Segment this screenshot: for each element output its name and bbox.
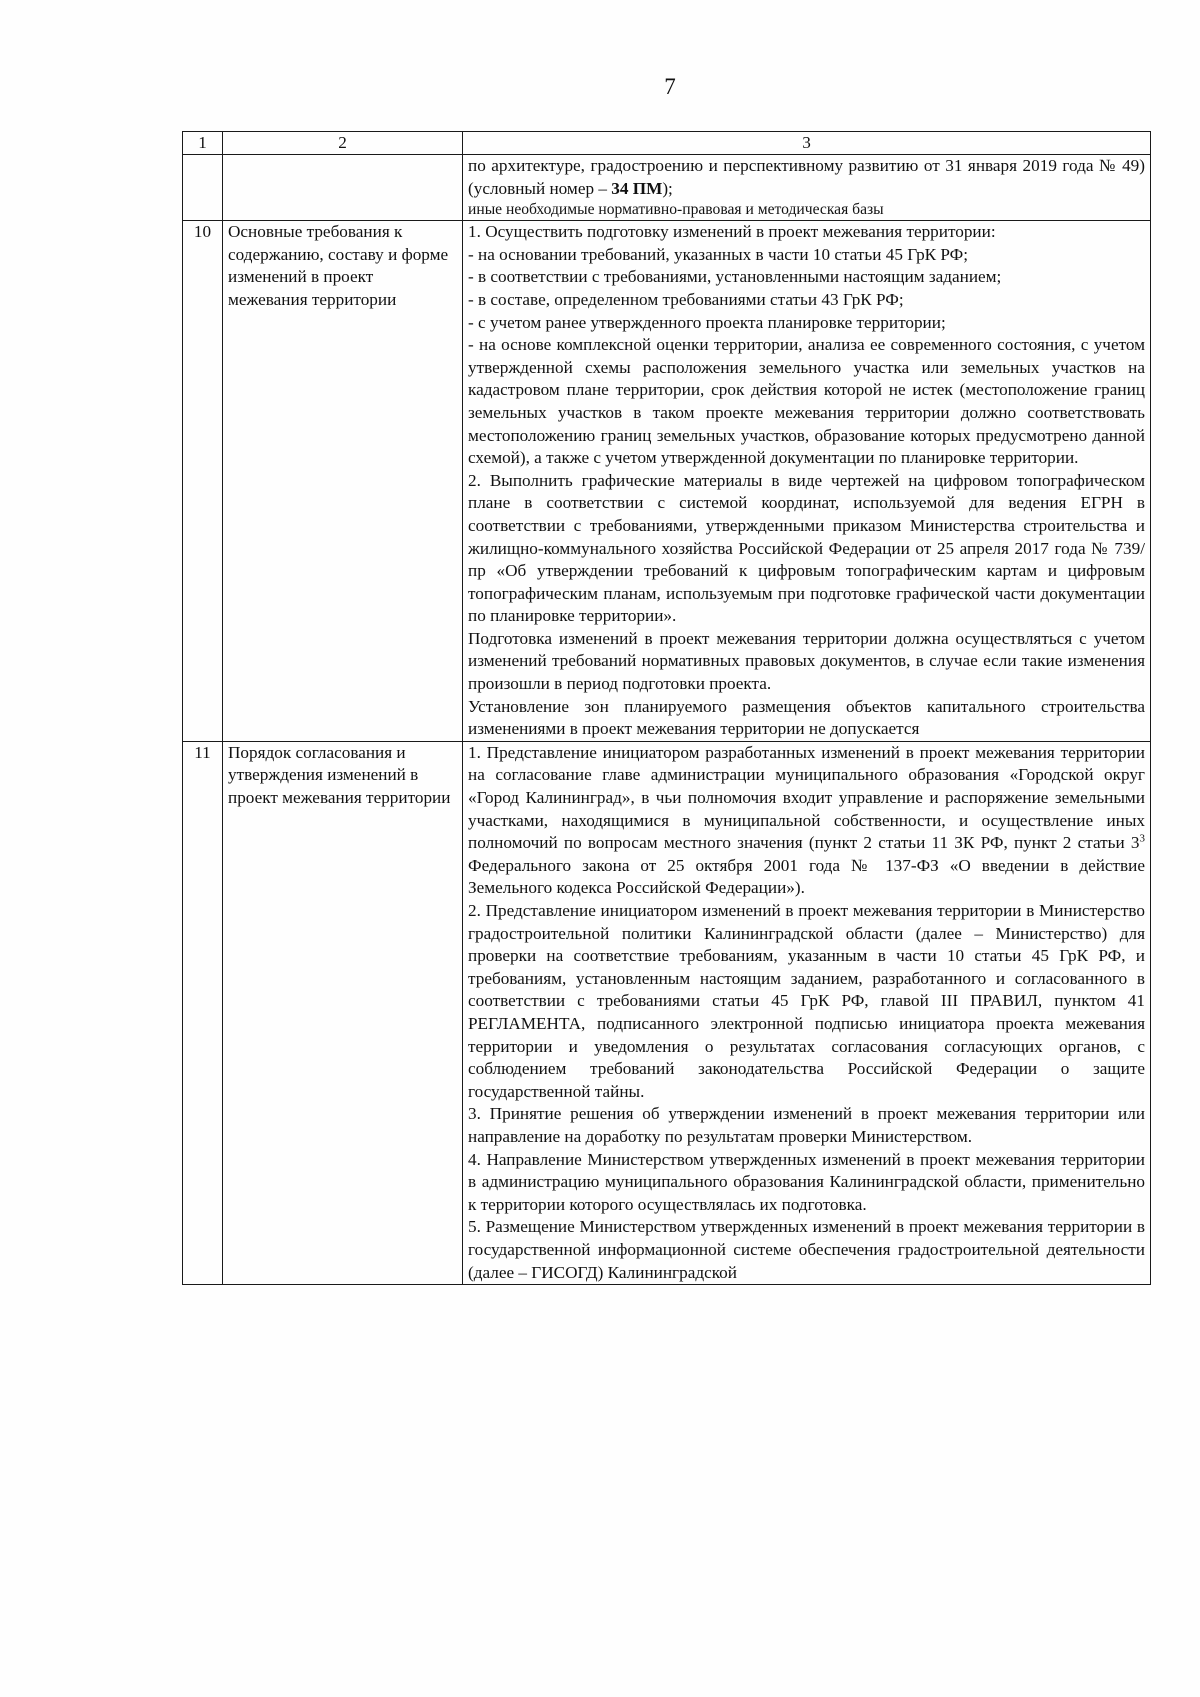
row-content	[463, 741, 1151, 1284]
paragraph: Установление зон планируемого размещения объектов капитального строительства изменениями в проект межевания территории не допускается	[468, 696, 1145, 739]
row-number: 10	[183, 221, 223, 742]
paragraph: 1. Осуществить подготовку изменений в проект межевания территории:	[468, 222, 996, 242]
row-number: 11	[183, 741, 223, 1284]
paragraph: 3. Принятие решения об утверждении изменений в проект межевания территории или направление на доработку по результатам проверки Министерством.	[468, 1104, 1145, 1146]
header-col-3: 3	[463, 132, 1151, 155]
paragraph: - на основании требований, указанных в части 10 статьи 45 ГрК РФ;	[468, 244, 969, 264]
header-col-1: 1	[183, 132, 223, 155]
conditional-number: 34 ПМ	[611, 178, 663, 198]
paragraph: 1. Представление инициатором разработанных изменений в проект межевания территории на согласование главе администрации муниципального образования «Городской округ «Город Калининград», в чьи полномочия входит управление и распоряжение земельными участками, находящимися в муниципальной собственности, и осуществление иных полномочий по вопросам местного значения (пункт 2 статьи 11 ЗК РФ, пункт 2 статьи $3^3$ Федерального закона от 25 октября 2001 года № 137-ФЗ «О введении в действие Земельного кодекса Российской Федерации»).	[468, 742, 1145, 898]
requirements-table	[182, 131, 1151, 1285]
continuation-cell: по архитектуре, градостроению и перспективному развитию от 31 января 2019 года № 49) (условный номер – 34 ПМ); иные необходимые нормативно-правовая и методическая базы	[463, 155, 1151, 221]
paragraph: 5. Размещение Министерством утвержденных изменений в проект межевания территории в государственной информационной системе обеспечения градостроительной деятельности (далее – ГИСОГД) Калининградской	[468, 1217, 1145, 1282]
row-content	[463, 221, 1151, 742]
row-title: Порядок согласования и утверждения изменений в проект межевания территории	[223, 741, 463, 1284]
paragraph: - в соответствии с требованиями, установленными настоящим заданием;	[468, 267, 1002, 287]
row-title: Основные требования к содержанию, составу и форме изменений в проект межевания территории	[223, 221, 463, 742]
paragraph: 4. Направление Министерством утвержденных изменений в проект межевания территории в администрацию муниципального образования Калининградской области, применительно к территории которого осуществлялась их подготовка.	[468, 1149, 1145, 1214]
table-row-11	[183, 741, 1151, 1284]
paragraph: 2. Представление инициатором изменений в проект межевания территории в Министерство градостроительной политики Калининградской области (далее – Министерство) для проверки на соответствие требованиям, указанным в части 10 статьи 45 ГрК РФ, и требованиям, установленным настоящим заданием, разработанного и согласованного в соответствии с требованиями статьи 45 ГрК РФ, главой III ПРАВИЛ, пунктом 41 РЕГЛАМЕНТА, подписанного электронной подписью инициатора проекта межевания территории и уведомления о результатах согласования согласующих органов, с соблюдением требований законодательства Российской Федерации о защите государственной тайны.	[468, 901, 1145, 1101]
paragraph: 2. Выполнить графические материалы в виде чертежей на цифровом топографическом плане в соответствии с системой координат, используемой для ведения ЕГРН в соответствии с требованиями, утвержденными приказом Министерства строительства и жилищно-коммунального хозяйства Российской Федерации от 25 апреля 2017 года № 739/пр «Об утверждении требований к цифровым топографическим картам и цифровым топографическим планам, используемым при подготовке графической части документации по планировке территории».	[468, 470, 1145, 626]
header-col-2: 2	[223, 132, 463, 155]
paragraph: - в составе, определенном требованиями статьи 43 ГрК РФ;	[468, 289, 904, 309]
paragraph: - с учетом ранее утвержденного проекта планировке территории;	[468, 312, 946, 332]
page-number: 7	[664, 74, 676, 99]
table-row-10	[183, 221, 1151, 742]
paragraph: - на основе комплексной оценки территории, анализа ее современного состояния, с учетом утвержденной схемы расположения земельного участка или земельных участков на кадастровом плане территории, срок действия которой не истек (местоположение границ земельных участков в таком проекте межевания территории должно соответствовать местоположению границ земельных участков, образование которых предусмотрено данной схемой), а также с учетом утвержденной документации по планировке территории.	[468, 335, 1145, 468]
table-row-continuation	[183, 155, 1151, 221]
table-header-row	[183, 132, 1151, 155]
paragraph: Подготовка изменений в проект межевания территории должна осуществляться с учетом изменений требований нормативных правовых документов, в случае если такие изменения произошли в период подготовки проекта.	[468, 628, 1145, 694]
